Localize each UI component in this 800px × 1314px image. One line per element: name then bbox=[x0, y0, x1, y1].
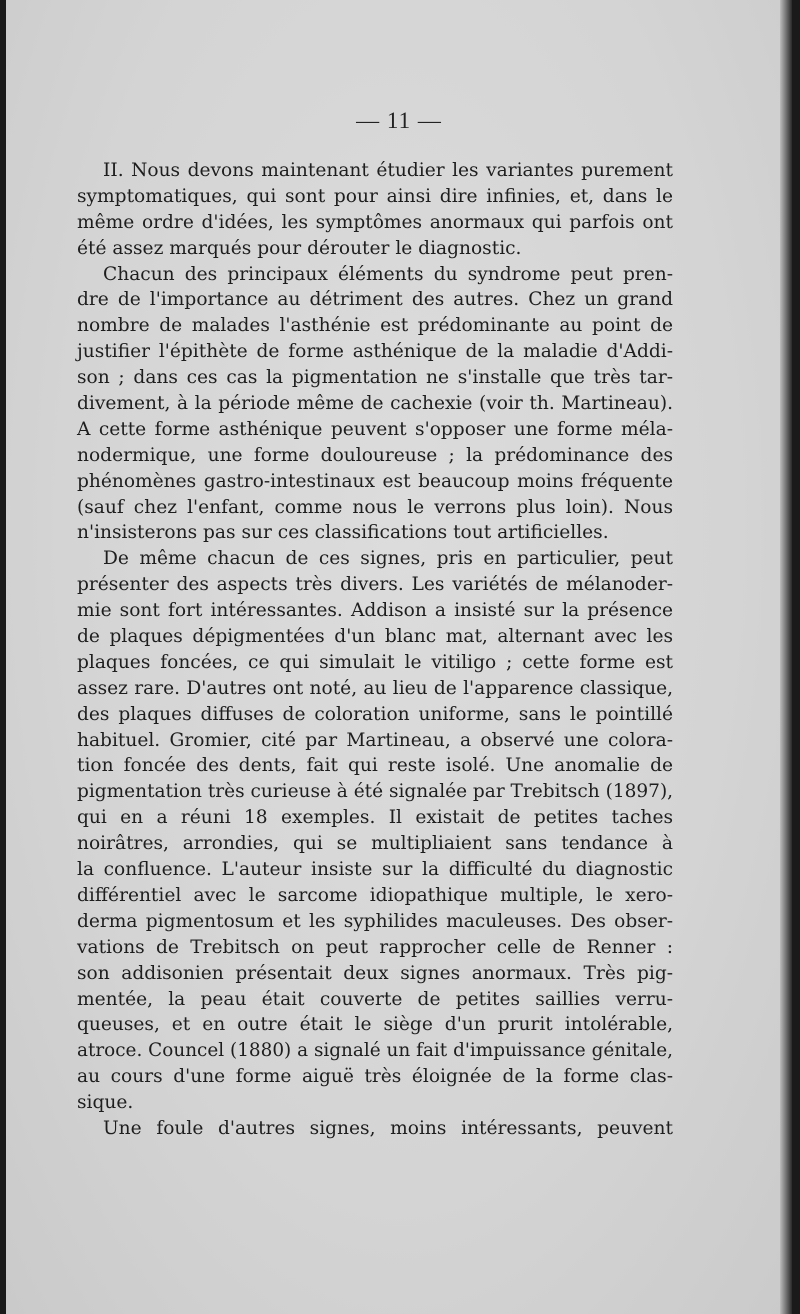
body-text bbox=[77, 158, 673, 1142]
text-line: queuses, et en outre était le siège d'un prurit intolérable, bbox=[77, 1014, 673, 1036]
text-line: symptomatiques, qui sont pour ainsi dire infinies, et, dans le bbox=[77, 185, 673, 207]
text-line: tion foncée des dents, fait qui reste isolé. Une anomalie de bbox=[77, 755, 673, 777]
text-line: II. Nous devons maintenant étudier les variantes purement bbox=[103, 160, 673, 181]
text-line: présenter des aspects très divers. Les variétés de mélanoder- bbox=[77, 574, 673, 596]
text-line: Une foule d'autres signes, moins intéressants, peuvent bbox=[103, 1117, 673, 1139]
text-line: n'insisterons pas sur ces classifications tout artificielles. bbox=[77, 522, 609, 544]
text-line: qui en a réuni 18 exemples. Il existait de petites taches bbox=[77, 807, 673, 829]
text-line: A cette forme asthénique peuvent s'opposer une forme méla- bbox=[77, 418, 673, 440]
text-line: phénomènes gastro-intestinaux est beaucoup moins fréquente bbox=[77, 470, 673, 492]
page-number: — 11 — bbox=[356, 108, 442, 133]
text-line: pigmentation très curieuse à été signalée par Trebitsch (1897), bbox=[77, 781, 674, 803]
text-line: justifier l'épithète de forme asthénique de la maladie d'Addi- bbox=[77, 341, 673, 363]
text-line: différentiel avec le sarcome idiopathique multiple, le xero- bbox=[77, 884, 673, 906]
text-line: son addisonien présentait deux signes anormaux. Très pig- bbox=[77, 962, 673, 984]
text-line: De même chacun de ces signes, pris en particulier, peut bbox=[103, 548, 673, 570]
text-line: la confluence. L'auteur insiste sur la difficulté du diagnostic bbox=[77, 859, 673, 881]
text-line: dre de l'importance au détriment des autres. Chez un grand bbox=[77, 289, 673, 311]
text-line: nombre de malades l'asthénie est prédominante au point de bbox=[77, 315, 673, 337]
text-line: noirâtres, arrondies, qui se multipliaient sans tendance à bbox=[77, 833, 673, 855]
text-line: été assez marqués pour dérouter le diagnostic. bbox=[77, 237, 522, 259]
text-line: atroce. Councel (1880) a signalé un fait d'impuissance génitale, bbox=[77, 1040, 673, 1062]
text-line: son ; dans ces cas la pigmentation ne s'installe que très tar- bbox=[77, 367, 673, 389]
text-line: Chacun des principaux éléments du syndrome peut pren- bbox=[103, 263, 673, 285]
text-line: de plaques dépigmentées d'un blanc mat, alternant avec les bbox=[77, 626, 673, 648]
text-line: divement, à la période même de cachexie (voir th. Martineau). bbox=[77, 393, 673, 415]
page-edge-shadow bbox=[780, 0, 792, 1314]
text-line: mie sont fort intéressantes. Addison a insisté sur la présence bbox=[77, 600, 673, 622]
text-line: nodermique, une forme douloureuse ; la prédominance des bbox=[77, 444, 673, 466]
text-line: habituel. Gromier, cité par Martineau, a observé une colora- bbox=[77, 729, 673, 751]
text-line: plaques foncées, ce qui simulait le vitiligo ; cette forme est bbox=[77, 651, 673, 673]
text-line: (sauf chez l'enfant, comme nous le verrons plus loin). Nous bbox=[77, 496, 673, 518]
text-line: même ordre d'idées, les symptômes anormaux qui parfois ont bbox=[77, 211, 673, 233]
text-line: assez rare. D'autres ont noté, au lieu de l'apparence classique, bbox=[77, 677, 673, 699]
text-line: mentée, la peau était couverte de petites saillies verru- bbox=[77, 988, 673, 1010]
text-line: sique. bbox=[77, 1092, 134, 1114]
text-line: des plaques diffuses de coloration uniforme, sans le pointillé bbox=[77, 703, 673, 725]
text-line: au cours d'une forme aiguë très éloignée de la forme clas- bbox=[77, 1066, 673, 1088]
text-line: vations de Trebitsch on peut rapprocher celle de Renner : bbox=[77, 936, 673, 958]
text-line: derma pigmentosum et les syphilides maculeuses. Des obser- bbox=[77, 910, 673, 932]
book-page bbox=[6, 0, 792, 1314]
